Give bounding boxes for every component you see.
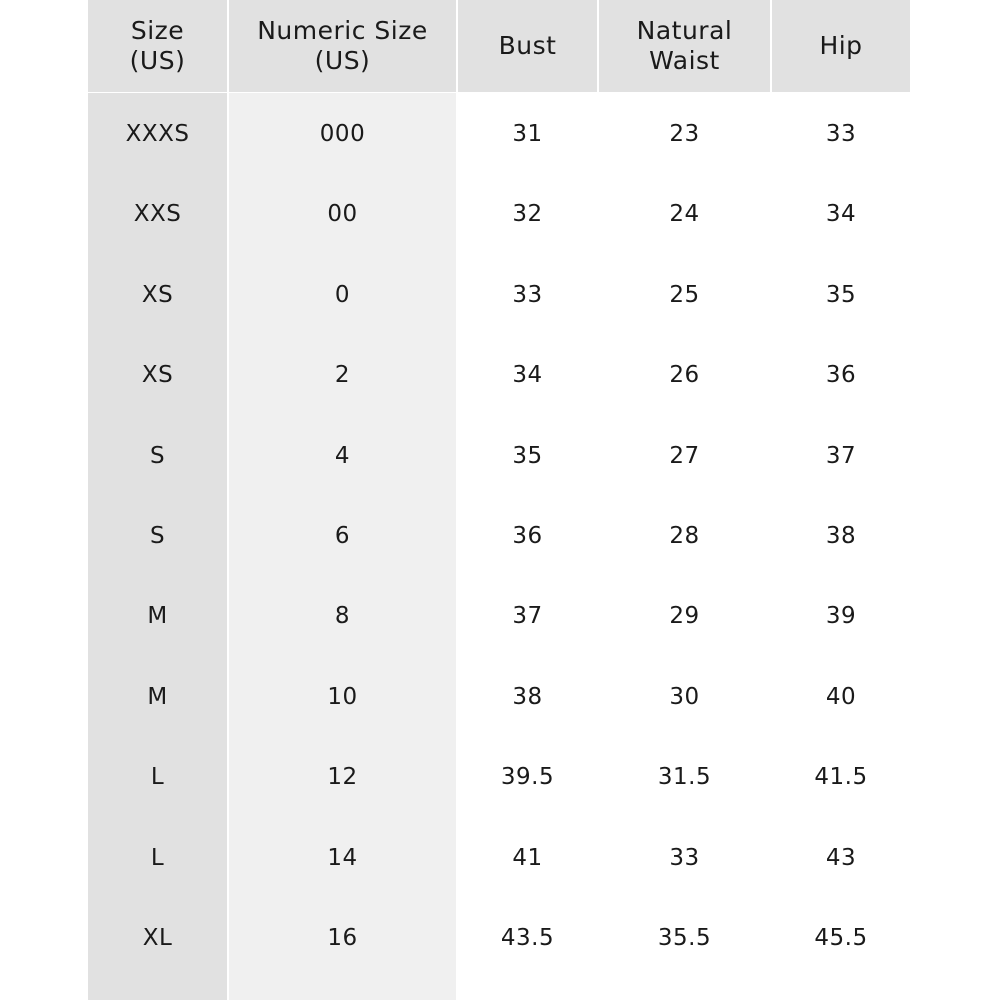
cell-hip: 33 bbox=[825, 121, 857, 147]
cell-hip: 41.5 bbox=[814, 764, 868, 791]
cell-bust: 32 bbox=[512, 201, 543, 228]
cell-size-us: XS bbox=[141, 281, 174, 308]
cell-hip: 36 bbox=[825, 362, 857, 389]
cell-bust: 41 bbox=[512, 844, 543, 871]
cell-bust: 38 bbox=[512, 683, 543, 710]
header-bust: Bust bbox=[498, 31, 557, 60]
cell-numeric-size-us: 000 bbox=[319, 121, 366, 147]
cell-natural-waist: 31.5 bbox=[657, 764, 712, 791]
header-size-us: Size (US) bbox=[129, 16, 186, 75]
cell-natural-waist: 25 bbox=[669, 281, 700, 308]
cell-size-us: L bbox=[150, 764, 165, 791]
cell-hip: 35 bbox=[825, 281, 857, 308]
table-row bbox=[88, 818, 910, 898]
cell-natural-waist: 23 bbox=[669, 121, 700, 147]
cell-natural-waist: 28 bbox=[669, 523, 700, 549]
cell-hip: 37 bbox=[825, 442, 857, 469]
size-chart-table bbox=[88, 0, 910, 1000]
table-row bbox=[88, 898, 910, 978]
cell-size-us: XXS bbox=[133, 201, 182, 228]
cell-natural-waist: 35.5 bbox=[657, 925, 712, 951]
cell-numeric-size-us: 14 bbox=[327, 844, 358, 871]
cell-hip: 40 bbox=[825, 683, 857, 710]
table-row bbox=[88, 496, 910, 576]
cell-size-us: M bbox=[147, 603, 168, 630]
cell-size-us: S bbox=[149, 523, 166, 549]
cell-bust: 31 bbox=[512, 121, 543, 147]
cell-natural-waist: 30 bbox=[669, 683, 700, 710]
cell-size-us: XS bbox=[141, 362, 174, 389]
cell-bust: 39.5 bbox=[500, 764, 555, 791]
cell-bust: 37 bbox=[512, 603, 543, 630]
table-row bbox=[88, 416, 910, 496]
cell-numeric-size-us: 8 bbox=[334, 603, 351, 630]
cell-natural-waist: 29 bbox=[669, 603, 700, 630]
table-row bbox=[88, 94, 910, 174]
table-row bbox=[88, 255, 910, 335]
cell-size-us: L bbox=[150, 844, 165, 871]
cell-hip: 38 bbox=[825, 523, 857, 549]
cell-numeric-size-us: 2 bbox=[334, 362, 351, 389]
cell-size-us: XL bbox=[142, 925, 173, 951]
cell-numeric-size-us: 4 bbox=[334, 442, 351, 469]
cell-numeric-size-us: 6 bbox=[334, 523, 351, 549]
cell-natural-waist: 26 bbox=[669, 362, 700, 389]
cell-natural-waist: 24 bbox=[669, 201, 700, 228]
table-row bbox=[88, 335, 910, 415]
cell-natural-waist: 33 bbox=[669, 844, 700, 871]
table-row bbox=[88, 174, 910, 254]
cell-size-us: M bbox=[147, 683, 168, 710]
table-row bbox=[88, 657, 910, 737]
cell-size-us: XXXS bbox=[125, 121, 190, 147]
header-natural-waist: Natural Waist bbox=[636, 16, 733, 75]
cell-hip: 45.5 bbox=[814, 925, 868, 951]
table-header bbox=[88, 0, 910, 92]
table-row bbox=[88, 737, 910, 817]
cell-bust: 33 bbox=[512, 281, 543, 308]
header-numeric-size-us: Numeric Size (US) bbox=[257, 16, 428, 75]
cell-bust: 34 bbox=[512, 362, 543, 389]
cell-hip: 43 bbox=[825, 844, 857, 871]
cell-numeric-size-us: 10 bbox=[327, 683, 358, 710]
cell-hip: 39 bbox=[825, 603, 857, 630]
cell-numeric-size-us: 16 bbox=[327, 925, 358, 951]
cell-hip: 34 bbox=[825, 201, 857, 228]
cell-bust: 43.5 bbox=[500, 925, 555, 951]
cell-numeric-size-us: 12 bbox=[327, 764, 358, 791]
cell-numeric-size-us: 00 bbox=[327, 201, 358, 228]
cell-bust: 35 bbox=[512, 442, 543, 469]
cell-size-us: S bbox=[149, 442, 166, 469]
cell-numeric-size-us: 0 bbox=[334, 281, 351, 308]
cell-bust: 36 bbox=[512, 523, 543, 549]
cell-natural-waist: 27 bbox=[669, 442, 700, 469]
table-row bbox=[88, 576, 910, 656]
header-hip: Hip bbox=[819, 31, 863, 60]
